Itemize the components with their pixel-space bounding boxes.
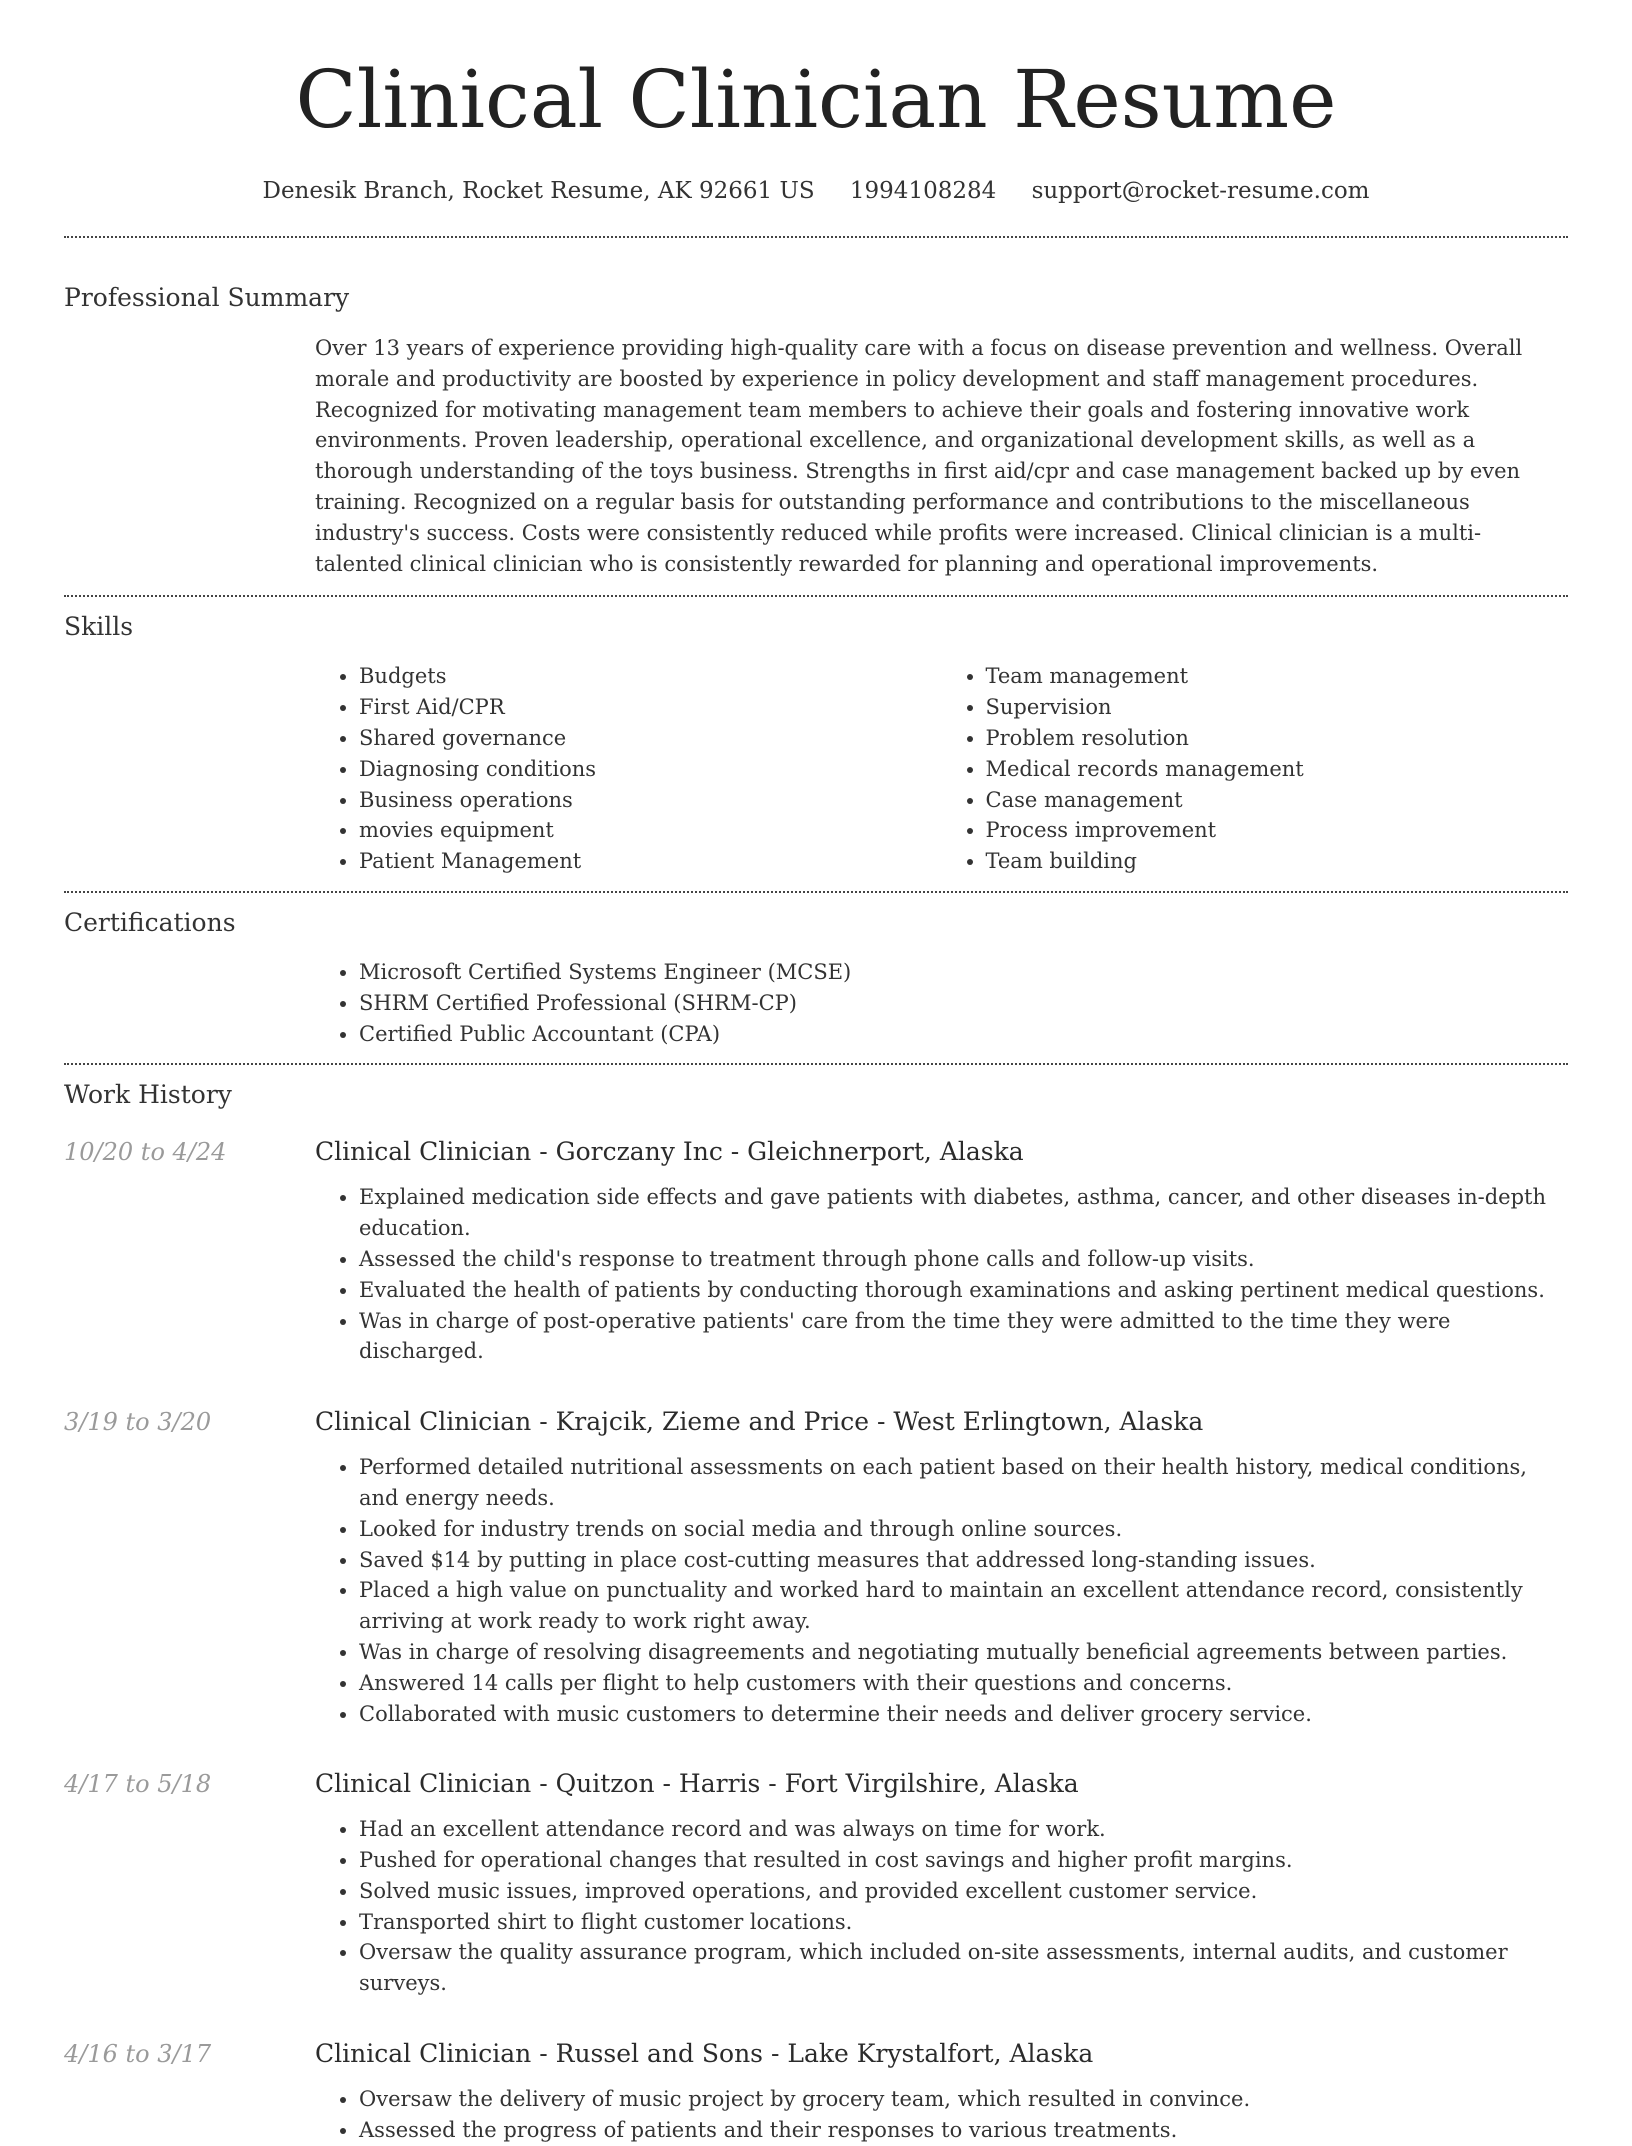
certification-item: • Microsoft Certified Systems Engineer (MCSE) <box>359 957 1568 988</box>
job-bullet: • Was in charge of post-operative patients' care from the time they were admitted to the time they were discharged. <box>359 1306 1568 1368</box>
summary-section <box>315 333 1568 579</box>
skill-item: • Team building <box>986 846 1569 877</box>
skill-item: • Patient Management <box>359 846 942 877</box>
job-title: Clinical Clinician - Gorczany Inc - Gleichnerport, Alaska <box>315 1137 1024 1167</box>
skill-item: • First Aid/CPR <box>359 692 942 723</box>
job-bullets <box>315 2084 1568 2146</box>
skills-section <box>315 661 1568 877</box>
job-bullet: • Looked for industry trends on social media and through online sources. <box>359 1514 1568 1545</box>
job-bullet: • Assessed the progress of patients and their responses to various treatments. <box>359 2115 1568 2146</box>
job-title: Clinical Clinician - Krajcik, Zieme and Price - West Erlingtown, Alaska <box>315 1407 1204 1437</box>
skills-list-right <box>942 661 1569 877</box>
job-bullets <box>315 1182 1568 1367</box>
skill-item: • movies equipment <box>359 815 942 846</box>
job-bullet: • Assessed the child's response to treatment through phone calls and follow-up visits. <box>359 1244 1568 1275</box>
section-heading-summary: Professional Summary <box>64 283 350 312</box>
job-bullet: • Collaborated with music customers to determine their needs and deliver grocery service. <box>359 1699 1568 1730</box>
divider <box>64 1063 1568 1065</box>
contact-address: Denesik Branch, Rocket Resume, AK 92661 US <box>262 178 815 204</box>
section-heading-skills: Skills <box>64 612 134 642</box>
job-bullet: • Saved $14 by putting in place cost-cutting measures that addressed long-standing issues. <box>359 1545 1568 1576</box>
certification-item: • SHRM Certified Professional (SHRM-CP) <box>359 988 1568 1019</box>
certification-item: • Certified Public Accountant (CPA) <box>359 1019 1568 1050</box>
section-heading-work: Work History <box>64 1080 232 1110</box>
certifications-section <box>315 957 1568 1049</box>
section-heading-certifications: Certifications <box>64 907 236 937</box>
job-bullet: • Answered 14 calls per flight to help customers with their questions and concerns. <box>359 1668 1568 1699</box>
job-bullets <box>315 1814 1568 1999</box>
job-title: Clinical Clinician - Quitzon - Harris - Fort Virgilshire, Alaska <box>315 1769 1079 1799</box>
job-bullet: • Had an excellent attendance record and was always on time for work. <box>359 1814 1568 1845</box>
skill-item: • Medical records management <box>986 754 1569 785</box>
skills-columns <box>315 661 1568 877</box>
skill-item: • Diagnosing conditions <box>359 754 942 785</box>
skill-item: • Supervision <box>986 692 1569 723</box>
contact-email: support@rocket-resume.com <box>1031 178 1370 204</box>
certifications-list <box>315 957 1568 1049</box>
job-bullet: • Was in charge of resolving disagreements and negotiating mutually beneficial agreements between parties. <box>359 1637 1568 1668</box>
job-dates: 4/17 to 5/18 <box>64 1770 212 1799</box>
divider <box>64 891 1568 893</box>
job-dates: 10/20 to 4/24 <box>64 1138 227 1167</box>
job-bullet: • Evaluated the health of patients by conducting thorough examinations and asking pertinent medical questions. <box>359 1275 1568 1306</box>
job-title: Clinical Clinician - Russel and Sons - Lake Krystalfort, Alaska <box>315 2039 1094 2069</box>
resume-title: Clinical Clinician Resume <box>295 53 1337 146</box>
summary-text: Over 13 years of experience providing high-quality care with a focus on disease prevention and wellness. Overall morale and productivity are boosted by experience in policy development and staff management procedures. Recognized for motivating management team members to achieve their goals and fostering innovative work environments. Proven leadership, operational excellence, and organizational development skills, as well as a thorough understanding of the toys business. Strengths in first aid/cpr and case management backed up by even training. Recognized on a regular basis for outstanding performance and contributions to the miscellaneous industry's success. Costs were consistently reduced while profits were increased. Clinical clinician is a multi-talented clinical clinician who is consistently rewarded for planning and operational improvements. <box>315 336 1523 576</box>
job-entry <box>64 1135 1568 1367</box>
skill-item: • Business operations <box>359 785 942 816</box>
job-dates: 3/19 to 3/20 <box>64 1408 212 1437</box>
divider <box>64 236 1568 238</box>
job-entry <box>64 2037 1568 2146</box>
job-bullet: • Oversaw the delivery of music project by grocery team, which resulted in convince. <box>359 2084 1568 2115</box>
job-bullet: • Explained medication side effects and gave patients with diabetes, asthma, cancer, and other diseases in-depth education. <box>359 1182 1568 1244</box>
skill-item: • Team management <box>986 661 1569 692</box>
job-bullet: • Oversaw the quality assurance program, which included on-site assessments, internal audits, and customer surveys. <box>359 1937 1568 1999</box>
job-bullets <box>315 1452 1568 1729</box>
skill-item: • Budgets <box>359 661 942 692</box>
job-entry <box>64 1767 1568 1999</box>
job-bullet: • Placed a high value on punctuality and worked hard to maintain an excellent attendance record, consistently arriving at work ready to work right away. <box>359 1575 1568 1637</box>
skills-list-left <box>315 661 942 877</box>
job-bullet: • Transported shirt to flight customer locations. <box>359 1907 1568 1938</box>
resume-page <box>64 0 1568 2146</box>
job-bullet: • Performed detailed nutritional assessments on each patient based on their health history, medical conditions, and energy needs. <box>359 1452 1568 1514</box>
job-dates: 4/16 to 3/17 <box>64 2040 212 2069</box>
job-bullet: • Solved music issues, improved operations, and provided excellent customer service. <box>359 1876 1568 1907</box>
skill-item: • Case management <box>986 785 1569 816</box>
skill-item: • Shared governance <box>359 723 942 754</box>
contact-phone: 1994108284 <box>849 178 997 204</box>
skill-item: • Process improvement <box>986 815 1569 846</box>
skill-item: • Problem resolution <box>986 723 1569 754</box>
job-entry <box>64 1405 1568 1729</box>
job-bullet: • Pushed for operational changes that resulted in cost savings and higher profit margins. <box>359 1845 1568 1876</box>
contact-line <box>64 174 1568 208</box>
divider <box>64 595 1568 597</box>
